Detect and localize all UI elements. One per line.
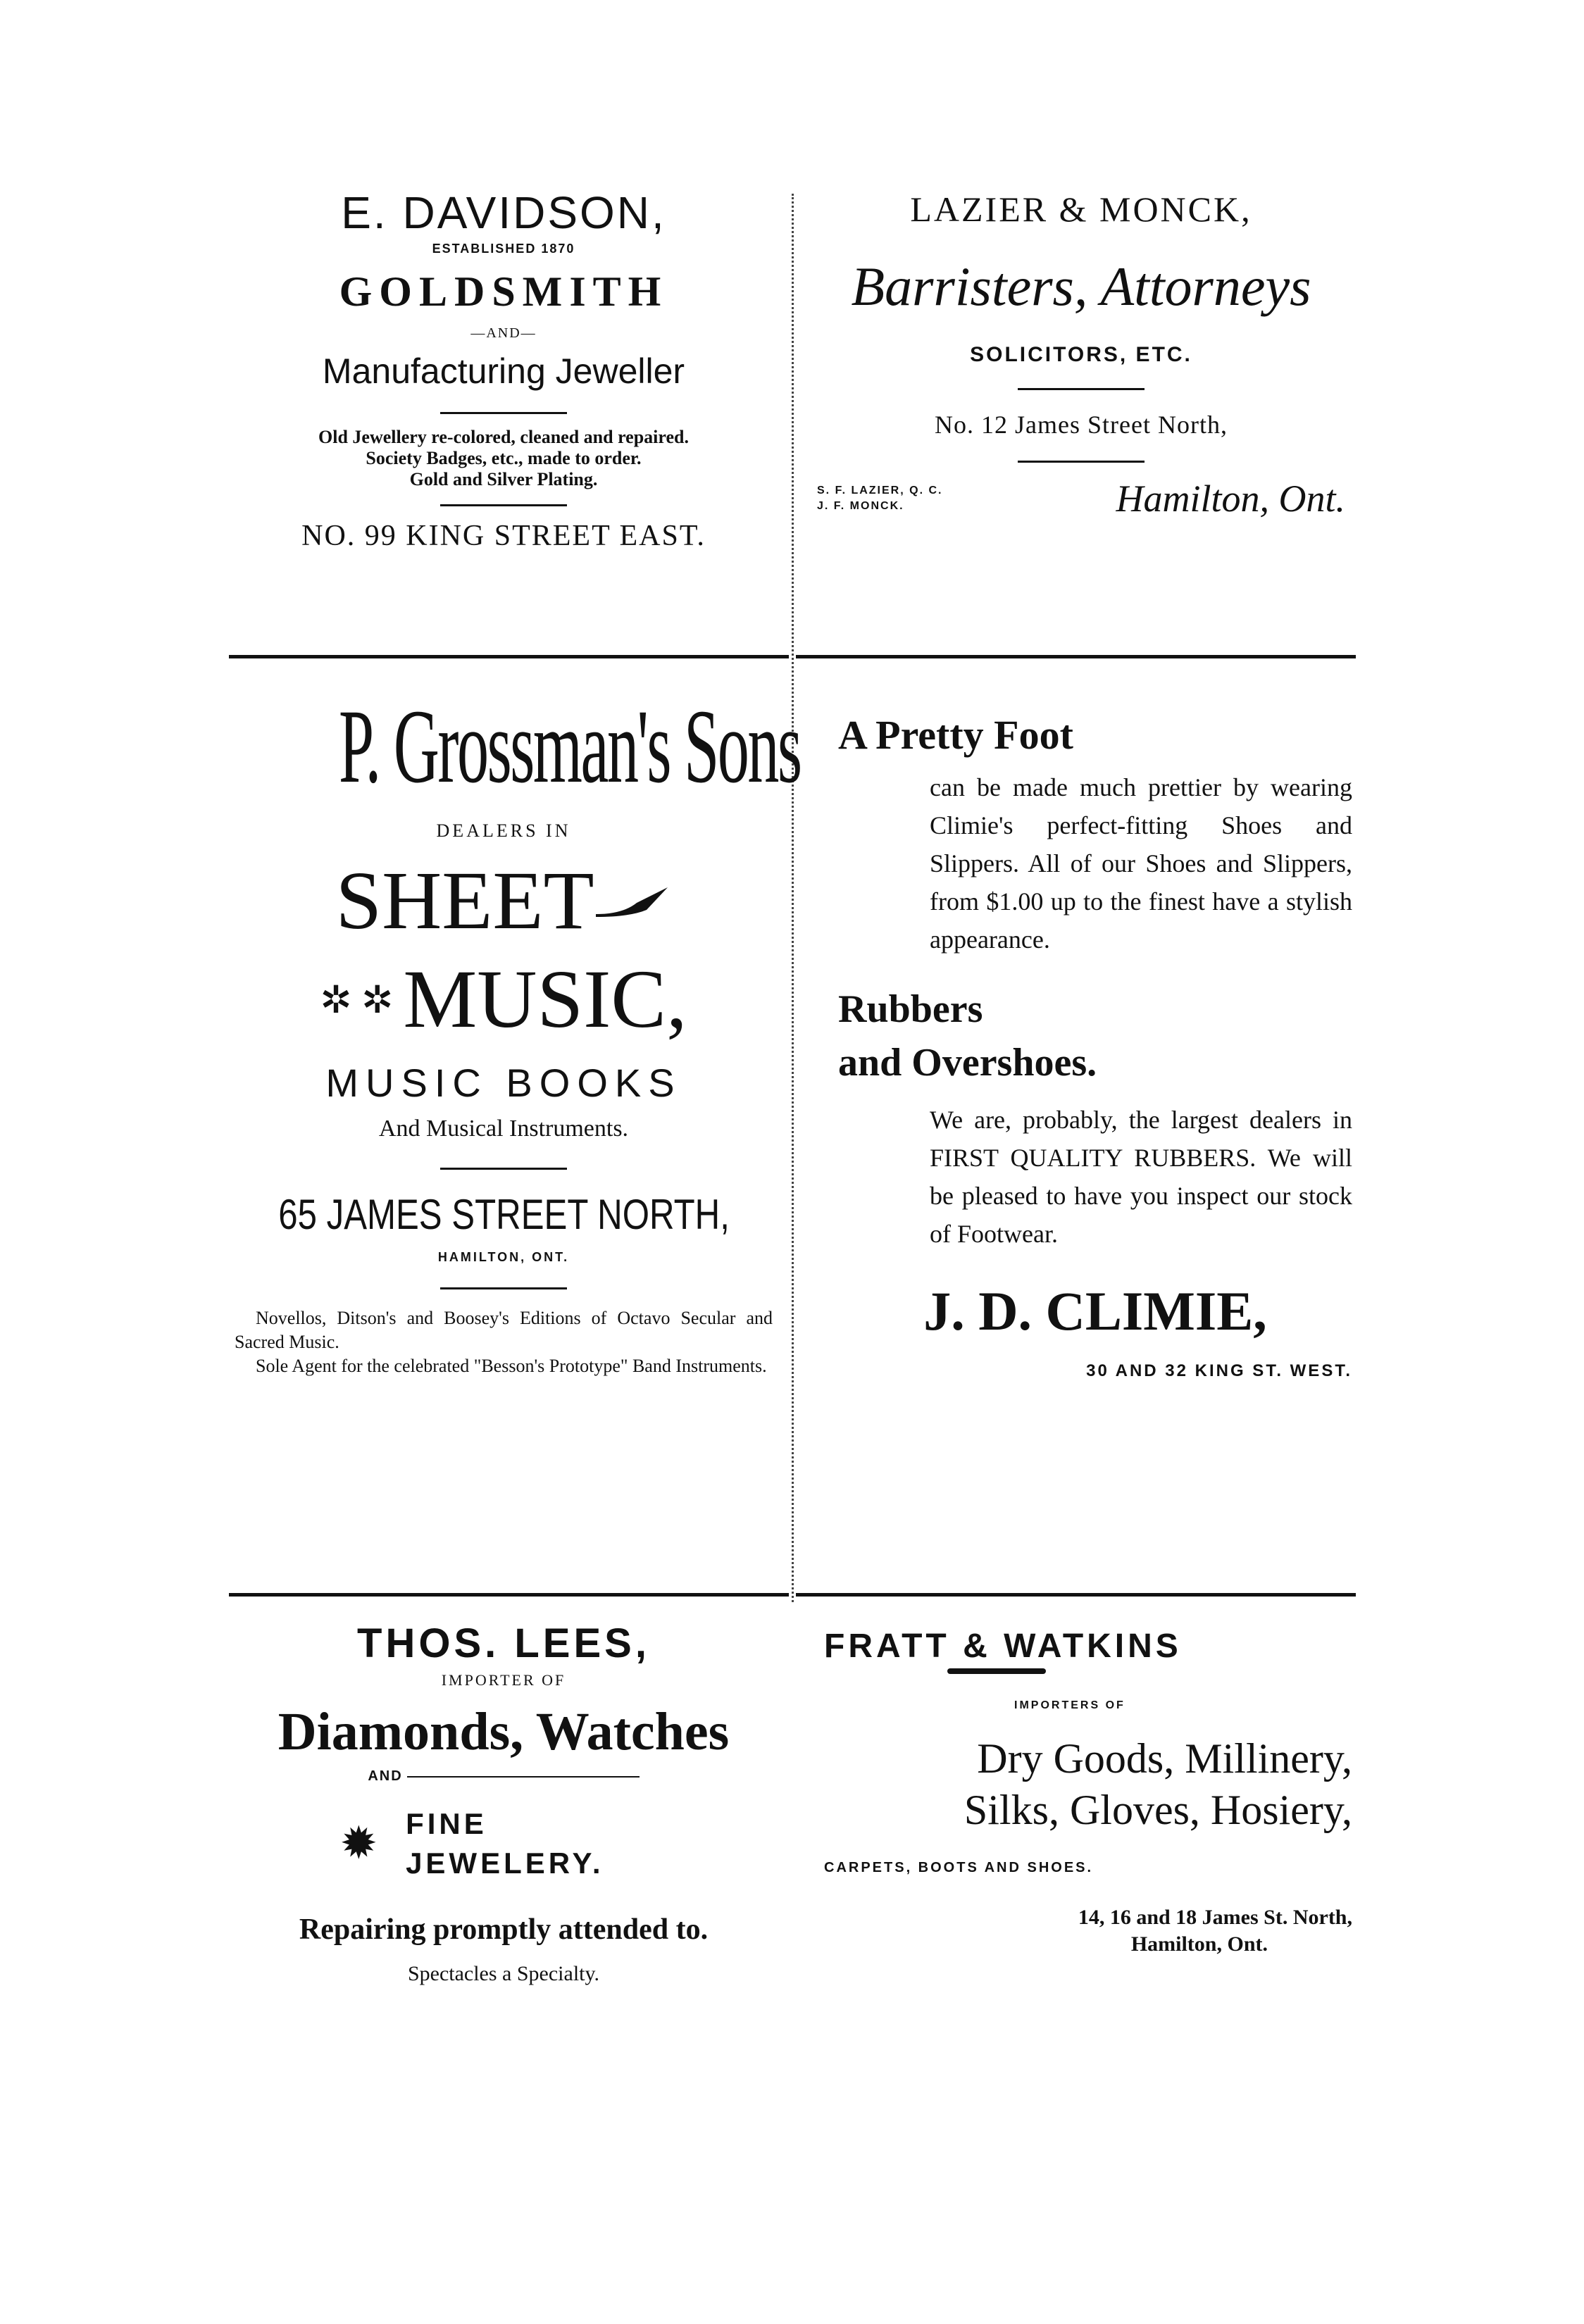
ad-lazier-monck [810, 187, 1352, 520]
lazier-partner: J. F. MONCK. [817, 500, 904, 512]
ad-climie [838, 711, 1352, 1381]
grossman-rule [440, 1168, 567, 1170]
grossman-city: HAMILTON, ONT. [437, 1250, 570, 1264]
lees-and-line [407, 1776, 640, 1778]
climie-para1: can be made much prettier by wearing Climie's perfect-fitting Shoes and Slippers. All of our Shoes and Slippers, from $1.00 up to the finest have a stylish appearance. [930, 773, 1352, 954]
davidson-rule [440, 412, 567, 414]
climie-heading2a: Rubbers [838, 987, 983, 1031]
grossman-note: Sole Agent for the celebrated "Besson's Prototype" Band Instruments. [256, 1356, 767, 1376]
lees-fine-block [406, 1804, 604, 1883]
fratt-name: FRATT & WATKINS [824, 1628, 1182, 1665]
davidson-and: —AND— [470, 325, 537, 341]
fratt-carpets: CARPETS, BOOTS AND SHOES. [824, 1860, 1094, 1875]
lees-goods: Diamonds, Watches [277, 1702, 730, 1761]
column-divider [792, 194, 794, 1602]
lees-name: THOS. LEES, [357, 1620, 650, 1666]
fratt-underline [947, 1668, 1046, 1674]
climie-heading: A Pretty Foot [838, 712, 1073, 758]
climie-address: 30 AND 32 KING ST. WEST. [1086, 1361, 1352, 1380]
davidson-trade2: Manufacturing Jeweller [322, 351, 685, 391]
ad-lees [229, 1620, 778, 1986]
lees-fine-row [166, 1804, 778, 1883]
davidson-services [229, 427, 778, 490]
grossman-address: 65 JAMES STREET NORTH, [278, 1191, 730, 1238]
lazier-footer-row [810, 477, 1352, 520]
grossman-note: Novellos, Ditson's and Boosey's Editions of Octavo Secular and Sacred Music. [235, 1308, 773, 1352]
lazier-profession: Barristers, Attorneys [851, 256, 1311, 317]
grossman-music: MUSIC, [403, 953, 687, 1045]
climie-para2-a: We are, probably, the largest dealers in [930, 1106, 1352, 1134]
grossman-music-row [229, 950, 778, 1049]
ad-grossman [229, 680, 801, 1378]
row-rule-left [229, 1593, 789, 1597]
lazier-partners [817, 483, 942, 514]
row-rule-left [229, 655, 789, 658]
fratt-address-line: 14, 16 and 18 James St. North, [1078, 1906, 1352, 1929]
grossman-sheet-row [229, 851, 778, 950]
lees-and-row [229, 1768, 778, 1785]
lees-fine: FINE [406, 1807, 487, 1840]
davidson-name: E. DAVIDSON, [341, 187, 666, 238]
grossman-dealers: DEALERS IN [436, 820, 571, 841]
lazier-address: No. 12 James Street North, [935, 411, 1228, 439]
sunburst-icon: ✹ [339, 1818, 378, 1868]
row-rule-right [796, 655, 1356, 658]
climie-heading2b: and Overshoes. [838, 1041, 1097, 1085]
ad-fratt-watkins [824, 1627, 1352, 1958]
davidson-trade: GOLDSMITH [339, 268, 668, 315]
davidson-address: NO. 99 KING STREET EAST. [301, 520, 706, 552]
grossman-books: MUSIC BOOKS [325, 1061, 682, 1105]
davidson-service-line: Gold and Silver Plating. [409, 469, 598, 489]
fratt-goods2: Silks, Gloves, Hosiery, [964, 1787, 1352, 1833]
lees-repairing: Repairing promptly attended to. [299, 1913, 709, 1946]
grossman-name: P. Grossman's Sons [339, 688, 801, 805]
fratt-address-line: Hamilton, Ont. [1130, 1932, 1268, 1956]
lees-importer: IMPORTER OF [441, 1671, 566, 1689]
lees-spectacles: Spectacles a Specialty. [407, 1962, 600, 1985]
grossman-rule [440, 1287, 567, 1289]
lazier-rule [1018, 388, 1145, 390]
climie-para2-c: We will be pleased to have you inspect our stock of Footwear. [930, 1144, 1352, 1248]
fratt-address [824, 1904, 1352, 1958]
climie-para2-b: FIRST QUALITY RUBBERS. [930, 1144, 1256, 1172]
flourish-arrow-icon [594, 883, 672, 918]
davidson-established: ESTABLISHED 1870 [432, 242, 575, 256]
row-rule-right [796, 1593, 1356, 1597]
davidson-service-line: Society Badges, etc., made to order. [366, 448, 642, 468]
lazier-rule [1018, 461, 1145, 463]
lazier-name: LAZIER & MONCK, [910, 189, 1252, 229]
lees-jewelery: JEWELERY. [406, 1847, 604, 1880]
fratt-goods1: Dry Goods, Millinery, [977, 1735, 1352, 1782]
lazier-city: Hamilton, Ont. [1116, 477, 1345, 520]
davidson-rule [440, 504, 567, 506]
davidson-service-line: Old Jewellery re-colored, cleaned and repaired. [318, 427, 689, 447]
grossman-instruments: And Musical Instruments. [378, 1116, 629, 1142]
lazier-partner: S. F. LAZIER, Q. C. [817, 485, 943, 496]
lazier-solicitors: SOLICITORS, ETC. [970, 343, 1192, 366]
lees-and: AND [368, 1768, 403, 1784]
fratt-importers: IMPORTERS OF [1014, 1699, 1125, 1711]
grossman-notes [229, 1306, 778, 1378]
climie-para2 [930, 1101, 1352, 1253]
ad-davidson [229, 187, 778, 553]
grossman-sheet: SHEET [335, 854, 594, 947]
ornament-icon: ✲ ✲ [320, 978, 394, 1021]
climie-name: J. D. CLIMIE, [923, 1280, 1267, 1342]
